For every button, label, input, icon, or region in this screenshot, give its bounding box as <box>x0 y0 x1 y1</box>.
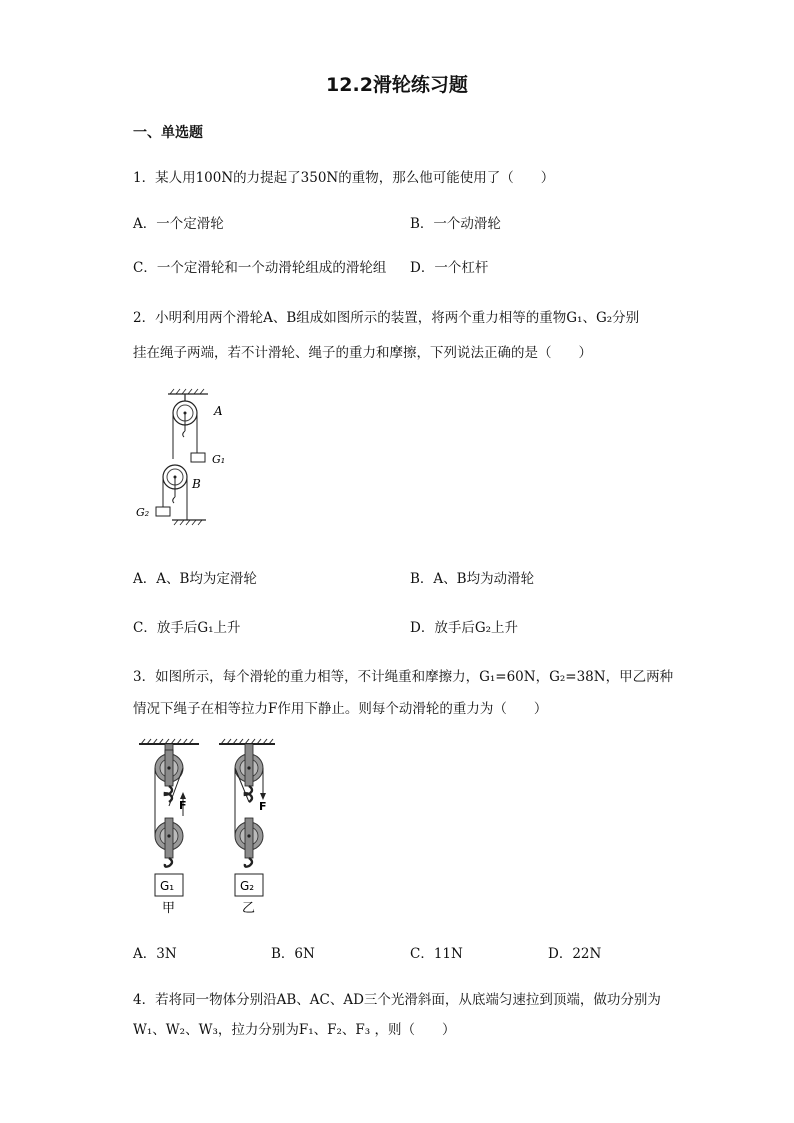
label-pulley-a: A <box>214 404 223 418</box>
label-g1: G₁ <box>212 453 226 466</box>
weight-g2 <box>156 507 170 516</box>
label-pulley-b: B <box>192 477 201 491</box>
question-2-line-1: 2．小明利用两个滑轮A、B组成如图所示的装置，将两个重力相等的重物G₁、G₂分别 <box>133 310 640 326</box>
question-3-option-d: D．22N <box>548 946 602 962</box>
question-2-option-a: A．A、B均为定滑轮 <box>133 571 257 587</box>
question-3-line-2: 情况下绳子在相等拉力F作用下静止。则每个动滑轮的重力为（ ） <box>133 701 548 717</box>
jia-weight-label: G₁ <box>160 879 175 893</box>
question-3-option-a: A．3N <box>133 946 177 962</box>
section-heading: 一、单选题 <box>133 125 203 141</box>
weight-g1 <box>191 453 205 462</box>
yi-caption: 乙 <box>242 901 256 916</box>
question-3-pulley-figure <box>135 736 285 921</box>
question-2-option-b: B．A、B均为动滑轮 <box>410 571 535 587</box>
label-g2: G₂ <box>136 506 150 519</box>
question-1-text: 1．某人用100N的力提起了350N的重物，那么他可能使用了（ ） <box>133 170 555 186</box>
question-2-option-c: C．放手后G₁上升 <box>133 620 241 636</box>
question-2-pulley-figure <box>130 385 240 530</box>
yi-weight-label: G₂ <box>240 879 255 893</box>
question-2-option-d: D．放手后G₂上升 <box>410 620 519 636</box>
page-title: 12.2滑轮练习题 <box>326 74 468 96</box>
question-1-option-a: A．一个定滑轮 <box>133 216 224 232</box>
question-4-line-2: W₁、W₂、W₃，拉力分别为F₁、F₂、F₃ ，则（ ） <box>133 1022 456 1038</box>
question-1-option-b: B．一个动滑轮 <box>410 216 501 232</box>
question-4-line-1: 4．若将同一物体分别沿AB、AC、AD三个光滑斜面，从底端匀速拉到顶端，做功分别为 <box>133 992 661 1008</box>
yi-force-label: F <box>259 800 267 813</box>
jia-caption: 甲 <box>162 901 176 916</box>
question-3-option-b: B．6N <box>271 946 315 962</box>
question-3-option-c: C．11N <box>410 946 463 962</box>
jia-force-label: F <box>179 799 187 812</box>
question-3-line-1: 3．如图所示，每个滑轮的重力相等，不计绳重和摩擦力，G₁=60N，G₂=38N，甲乙两种 <box>133 669 674 685</box>
question-1-option-d: D．一个杠杆 <box>410 260 489 276</box>
question-2-line-2: 挂在绳子两端，若不计滑轮、绳子的重力和摩擦，下列说法正确的是（ ） <box>133 345 592 361</box>
question-1-option-c: C．一个定滑轮和一个动滑轮组成的滑轮组 <box>133 260 387 276</box>
